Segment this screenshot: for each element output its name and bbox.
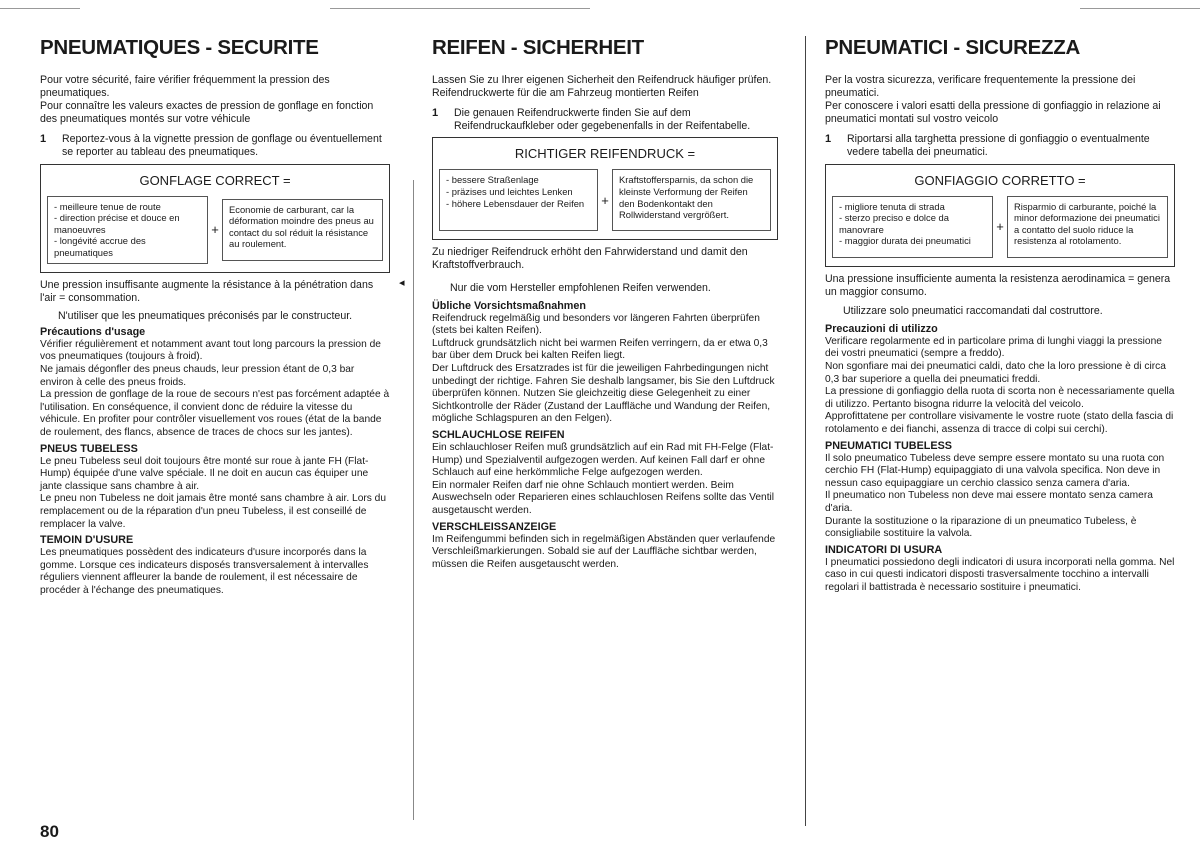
subheading: PNEUS TUBELESS	[40, 442, 138, 455]
paragraph: N'utiliser que les pneumatiques préconisés par le constructeur.	[58, 309, 353, 322]
page-number: 80	[40, 822, 59, 841]
subheading: PNEUMATICI TUBELESS	[825, 439, 952, 452]
paragraph: La pressione di gonfiaggio della ruota di scorta non è necessariamente quella di utilizzo. Pertanto bisogna ridurre la velocità del veicolo.	[825, 386, 1175, 410]
paragraph: I pneumatici possiedono degli indicatori di usura incorporati nella gomma. Nel caso in cui questi indicatori disposti trasversalmente tocchino a intervalli regolari il battistrada è necessario sostituire i pneumatici.	[825, 556, 1175, 593]
intro-paragraph: Pour votre sécurité, faire vérifier fréquemment la pression des pneumatiques.	[40, 74, 330, 100]
subheading: INDICATORI DI USURA	[825, 543, 943, 556]
paragraph: Una pressione insufficiente aumenta la resistenza aerodinamica = genera un maggior consumo.	[825, 272, 1171, 298]
section-title: PNEUMATICI - SICUREZZA	[825, 36, 1080, 59]
paragraph: Utilizzare solo pneumatici raccomandati dal costruttore.	[843, 304, 1103, 317]
step-text: Riportarsi alla targhetta pressione di gonfiaggio o eventualmente vedere tabella dei pneumatici.	[847, 133, 1150, 159]
subheading: TEMOIN D'USURE	[40, 534, 134, 547]
paragraph: Le pneu non Tubeless ne doit jamais être monté sans chambre à air. Lors du remplacement ou de la réparation d'un pneu Tubeless, il est conseillé de remplacer la valve.	[40, 493, 387, 530]
list-item: - longévité accrue des pneumatiques	[54, 235, 146, 258]
subheading: SCHLAUCHLOSE REIFEN	[432, 429, 565, 441]
section-title: REIFEN - SICHERHEIT	[432, 36, 644, 59]
paragraph: Nur die vom Hersteller empfohlenen Reifen verwenden.	[450, 281, 711, 294]
economy-note: Risparmio di carburante, poiché la minor deformazione dei pneumatici a contatto del suolo riduce la resistenza al rotolamento.	[1007, 196, 1168, 258]
list-item: - migliore tenuta di strada	[839, 200, 945, 212]
step-text: Die genauen Reifendruckwerte finden Sie auf dem Reifendruckaufkleber oder gegebenenfalls in der Reifentabelle.	[454, 107, 751, 133]
plus-icon: +	[996, 219, 1004, 235]
arrow-marker-icon: ◂	[399, 277, 405, 289]
paragraph: Luftdruck grundsätzlich nicht bei warmen Reifen verringern, da er etwa 0,3 bar über dem Druck bei kalten Reifen liegt.	[432, 337, 768, 362]
economy-note: Economie de carburant, car la déformation moindre des pneus au contact du sol réduit la résistance au roulement.	[222, 199, 383, 261]
step-number: 1	[432, 107, 439, 120]
economy-note: Kraftstoffersparnis, da schon die kleinste Verformung der Reifen den Bodenkontakt den Rollwiderstand vergrößert.	[612, 169, 771, 231]
paragraph: Der Luftdruck des Ersatzrades ist für die jeweiligen Fahrbedingungen nicht unbedingt der richtige. Fahren Sie deshalb langsamer, bis Sie den Luftdruck überprüfen können. Nutzen Sie gleichzeitig diese Gelegenheit zu einer Sichtkontrolle der Räder (Zustand der Lauffläche und Wandung der Reifen, mögliche Schlagspuren an den Felgen).	[432, 363, 775, 425]
benefits-list	[47, 196, 208, 264]
paragraph: Reifendruck regelmäßig und besonders vor längeren Fahrten überprüfen (stets bei kalten Reifen).	[432, 312, 760, 337]
paragraph: Verificare regolarmente ed in particolare prima di lunghi viaggi la pressione dei vostri pneumatici (sempre a freddo).	[825, 335, 1162, 360]
paragraph: Zu niedriger Reifendruck erhöht den Fahrwiderstand und damit den Kraftstoffverbrauch.	[432, 246, 748, 272]
paragraph: Vérifier régulièrement et notamment avant tout long parcours la pression de vos pneumatiques (toujours à froid).	[40, 338, 381, 363]
paragraph: Il pneumatico non Tubeless non deve mai essere montato senza camera d'aria.	[825, 490, 1153, 514]
paragraph: Non sgonfiare mai dei pneumatici caldi, dato che la loro pressione è di circa 0,3 bar superiore a quella dei pneumatici freddi.	[825, 361, 1166, 385]
top-rule	[0, 8, 80, 9]
paragraph: Une pression insuffisante augmente la résistance à la pénétration dans l'air = consommation.	[40, 278, 374, 304]
info-box	[432, 137, 778, 240]
paragraph: Le pneu Tubeless seul doit toujours être monté sur roue à jante FH (Flat-Hump) équipée d'une valve spéciale. Il ne doit en aucun cas équiper une jante classique sans chambre à air.	[40, 455, 369, 492]
list-item: - sterzo preciso e dolce da manovrare	[839, 212, 949, 235]
paragraph: Approfittatene per controllare visivamente le vostre ruote (stato della fascia di rotolamento e dei fianchi, assenza di tracce di colpi sui cerchi).	[825, 411, 1174, 435]
top-rule	[330, 8, 590, 9]
section-title: PNEUMATIQUES - SECURITE	[40, 36, 319, 59]
paragraph: Durante la sostituzione o la riparazione di un pneumatico Tubeless, è consigliabile sostituire la valvola.	[825, 515, 1137, 540]
paragraph: Ein schlauchloser Reifen muß grundsätzlich auf ein Rad mit FH-Felge (Flat-Hump) und Spezialventil aufgezogen werden. Auf keinen Fall darf er ohne Schlauch auf eine herkömmliche Felge aufgezogen werden.	[432, 442, 774, 479]
info-box	[825, 164, 1175, 267]
column-divider	[413, 180, 414, 820]
intro-paragraph: Pour connaître les valeurs exactes de pression de gonflage en fonction des pneumatiques montés sur votre véhicule	[40, 100, 374, 126]
step-item	[825, 133, 1175, 159]
step-text: Reportez-vous à la vignette pression de gonflage ou éventuellement se reporter au tableau des pneumatiques.	[62, 133, 382, 159]
list-item: - präzises und leichtes Lenken	[446, 185, 573, 197]
info-box	[40, 164, 390, 273]
paragraph: Ne jamais dégonfler des pneus chauds, leur pression étant de 0,3 bar environ à celle des pneus froids.	[40, 364, 355, 388]
plus-icon: +	[601, 192, 609, 208]
paragraph: Ein normaler Reifen darf nie ohne Schlauch montiert werden. Beim Auswechseln oder Reparieren eines schlauchlosen Reifens sollte das Ventil ausgetauscht werden.	[432, 479, 775, 516]
subheading: Precauzioni di utilizzo	[825, 322, 938, 335]
subheading: VERSCHLEISSANZEIGE	[432, 520, 557, 533]
info-box-title: GONFIAGGIO CORRETTO =	[914, 172, 1086, 188]
column-french	[40, 36, 390, 598]
list-item: - direction précise et douce en manoeuvres	[54, 212, 180, 235]
step-item	[40, 133, 390, 159]
list-item: - meilleure tenue de route	[54, 200, 161, 212]
column-german	[432, 36, 778, 571]
intro-paragraph: Reifendruckwerte für die am Fahrzeug montierten Reifen	[432, 87, 699, 100]
info-box-title: GONFLAGE CORRECT =	[139, 172, 291, 188]
step-number: 1	[40, 133, 47, 146]
paragraph: Il solo pneumatico Tubeless deve sempre essere montato su una ruota con cerchio FH (Flat-Hump) equipaggiato di una valvola specifica. Non deve in nessun caso equipaggiare un cerchio classico senza camera d'aria.	[825, 452, 1165, 489]
paragraph: Les pneumatiques possèdent des indicateurs d'usure incorporés dans la gomme. Lorsque ces indicateurs disposés transversalement à intervalles réguliers viennent affleurer la bande de roulement, il est nécessaire de procéder à l'échange des pneumatiques.	[40, 547, 369, 596]
step-number: 1	[825, 133, 832, 146]
plus-icon: +	[211, 222, 219, 238]
subheading: Übliche Vorsichtsmaßnahmen	[432, 299, 586, 312]
step-item	[432, 107, 778, 133]
subheading: Précautions d'usage	[40, 325, 146, 338]
paragraph: Im Reifengummi befinden sich in regelmäßigen Abständen quer verlaufende Verschleißmarkierungen. Sobald sie auf der Lauffläche sichtbar werden, müssen die Reifen ausgetauscht werden.	[432, 533, 776, 570]
list-item: - maggior durata dei pneumatici	[839, 235, 971, 247]
intro-paragraph: Per la vostra sicurezza, verificare frequentemente la pressione dei pneumatici.	[825, 74, 1136, 100]
column-divider	[805, 36, 806, 826]
intro-paragraph: Per conoscere i valori esatti della pressione di gonfiaggio in relazione ai pneumatici montati sul vostro veicolo	[825, 100, 1161, 126]
benefits-list	[439, 169, 598, 231]
column-italian	[825, 36, 1175, 595]
top-rule	[1080, 8, 1200, 9]
list-item: - bessere Straßenlage	[446, 174, 539, 186]
intro-paragraph: Lassen Sie zu Ihrer eigenen Sicherheit den Reifendruck häufiger prüfen.	[432, 74, 772, 86]
benefits-list	[832, 196, 993, 258]
paragraph: La pression de gonflage de la roue de secours n'est pas forcément adaptée à l'utilisation. En conséquence, il convient donc de réduire la vitesse du véhicule. En profiter pour contrôler visuellement vos roues (état de la bande de roulement, des flancs, absence de traces de chocs sur les jantes).	[40, 389, 390, 438]
info-box-title: RICHTIGER REIFENDRUCK =	[514, 146, 696, 162]
list-item: - höhere Lebensdauer der Reifen	[446, 197, 585, 209]
